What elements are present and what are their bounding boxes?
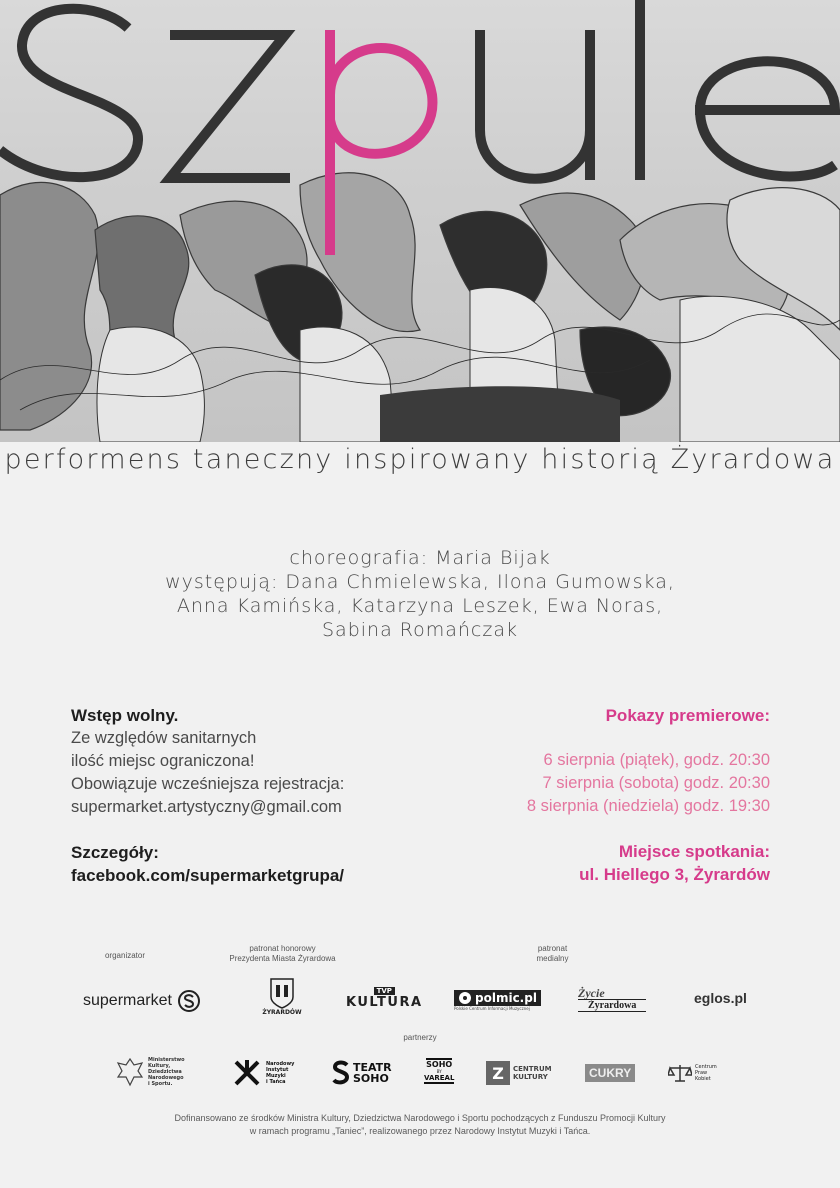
- title-letter-z: [170, 35, 290, 178]
- partners-label: partnerzy: [403, 1033, 437, 1042]
- entry-info: [71, 704, 431, 887]
- cukry-logo: [585, 1064, 635, 1082]
- nimit-text-4: i Tańca: [266, 1079, 286, 1085]
- ministry-text-4: Narodowego: [148, 1075, 184, 1081]
- nimit-logo: [232, 1058, 294, 1088]
- funding-line-2: w ramach programu „Taniec”, realizowanego przez Narodowy Instytut Muzyki i Tańca.: [249, 1126, 591, 1136]
- dancers-illustration: [0, 0, 840, 442]
- honorary-label-line-1: patronat honorowy: [249, 944, 316, 953]
- media-patronage-label: [520, 944, 585, 964]
- media-label-line-2: medialny: [536, 954, 569, 963]
- tvp-kultura-logo: [346, 987, 423, 1010]
- media-label-line-1: patronat: [537, 944, 568, 953]
- eagle-emblem-icon: [116, 1057, 144, 1087]
- zycie-text-2: Żyrardowa: [578, 999, 646, 1012]
- ministry-text-1: Ministerstwo: [148, 1057, 185, 1063]
- teatr-soho-text-1: TEATR: [353, 1061, 392, 1074]
- supermarket-logo: [83, 988, 201, 1014]
- venue-address: ul. Hiellego 3, Żyrardów: [579, 865, 770, 884]
- teatr-soho-logo: [331, 1060, 392, 1086]
- soho-vareal-text-3: VAREAL: [424, 1074, 455, 1082]
- facebook-link[interactable]: facebook.com/supermarketgrupa/: [71, 866, 345, 885]
- centrum-praw-kobiet-logo: [668, 1063, 717, 1083]
- supermarket-s-icon: [177, 989, 201, 1013]
- entry-line-3: Obowiązuje wcześniejsza rejestracja:: [71, 775, 345, 793]
- credits-cast-1: występują: Dana Chmielewska, Ilona Gumowska,: [165, 571, 675, 593]
- show-date-2: 7 sierpnia (sobota) godz. 20:30: [542, 774, 770, 792]
- ministry-logo: [116, 1057, 185, 1087]
- zyrardow-crest-icon: [269, 977, 295, 1009]
- zycie-zyrardowa-logo: [578, 988, 646, 1012]
- nimit-text-2: Instytut: [266, 1067, 289, 1073]
- soho-vareal-text-1: SOHO: [426, 1060, 453, 1069]
- credits-cast-3: Sabina Romańczak: [322, 619, 518, 641]
- eglos-text: eglos.pl: [694, 990, 747, 1006]
- show-info: [410, 704, 770, 886]
- centrum-kultury-text-2: KULTURY: [513, 1073, 548, 1081]
- ministry-text-2: Kultury,: [148, 1063, 171, 1069]
- show-date-1: 6 sierpnia (piątek), godz. 20:30: [543, 751, 770, 769]
- centrum-kultury-z-icon: Z: [486, 1061, 510, 1085]
- tvp-badge: TVP: [374, 987, 395, 995]
- entry-line-2: ilość miejsc ograniczona!: [71, 752, 255, 770]
- tvp-kultura-text: KULTURA: [346, 995, 423, 1010]
- details-title: Szczegóły:: [71, 843, 159, 862]
- cpk-text-3: Kobiet: [695, 1076, 711, 1082]
- entry-title: Wstęp wolny.: [71, 706, 179, 725]
- credits-cast-2: Anna Kamińska, Katarzyna Leszek, Ewa Noras,: [176, 595, 664, 617]
- funding-line-1: Dofinansowano ze środków Ministra Kultury, Dziedzictwa Narodowego i Sportu pochodzących z Funduszu Promocji Kultury: [174, 1113, 666, 1123]
- centrum-kultury-text-1: CENTRUM: [513, 1065, 552, 1073]
- polmic-text: polmic.pl: [475, 991, 537, 1005]
- shows-title: Pokazy premierowe:: [605, 706, 770, 725]
- teatr-soho-text-2: SOHO: [353, 1072, 389, 1085]
- supermarket-logo-text: supermarket: [83, 992, 172, 1009]
- nimit-text-1: Narodowy: [266, 1061, 295, 1067]
- zyrardow-crest-logo: [262, 977, 302, 1016]
- nimit-text-3: Muzyki: [266, 1073, 286, 1079]
- cpk-text-1: Centrum: [695, 1064, 717, 1070]
- honorary-patronage-label: [215, 944, 350, 964]
- polmic-logo: [454, 990, 541, 1011]
- ministry-text-3: Dziedzictwa: [148, 1069, 182, 1075]
- eglos-logo: [694, 990, 747, 1006]
- polmic-subtitle: Polskie Centrum Informacji Muzycznej: [454, 1006, 530, 1011]
- centrum-kultury-logo: [486, 1061, 552, 1085]
- polmic-disc-icon: [458, 991, 472, 1005]
- zycie-text-1: Życie: [578, 986, 605, 1000]
- ministry-text-5: i Sportu.: [148, 1081, 173, 1087]
- soho-vareal-logo: [424, 1058, 454, 1084]
- venue-title: Miejsce spotkania:: [618, 842, 770, 861]
- title-letter-p-bowl: [330, 48, 432, 154]
- funding-footer: [0, 1112, 840, 1138]
- soho-vareal-text-2: BY: [436, 1069, 442, 1074]
- credits-choreography: choreografia: Maria Bijak: [289, 547, 551, 569]
- title-letter-s: [0, 9, 138, 177]
- credits-block: [0, 546, 840, 642]
- nimit-star-icon: [232, 1058, 262, 1088]
- entry-line-1: Ze względów sanitarnych: [71, 729, 257, 747]
- hero-illustration: [0, 0, 840, 442]
- scales-icon: [668, 1063, 692, 1083]
- title-letter-e: [695, 61, 835, 176]
- honorary-label-line-2: Prezydenta Miasta Żyrardowa: [229, 954, 336, 963]
- show-date-3: 8 sierpnia (niedziela) godz. 19:30: [526, 797, 770, 815]
- registration-email[interactable]: supermarket.artystyczny@gmail.com: [71, 798, 342, 816]
- organizer-label: organizator: [104, 951, 146, 960]
- cpk-text-2: Praw: [695, 1070, 708, 1076]
- teatr-soho-s-icon: [331, 1060, 351, 1086]
- tagline: performens taneczny inspirowany historią Żyrardowa: [4, 444, 836, 475]
- cukry-text: CUKRY: [585, 1064, 635, 1082]
- zyrardow-crest-text: ŻYRARDÓW: [262, 1009, 302, 1016]
- title-letter-u: [480, 30, 590, 180]
